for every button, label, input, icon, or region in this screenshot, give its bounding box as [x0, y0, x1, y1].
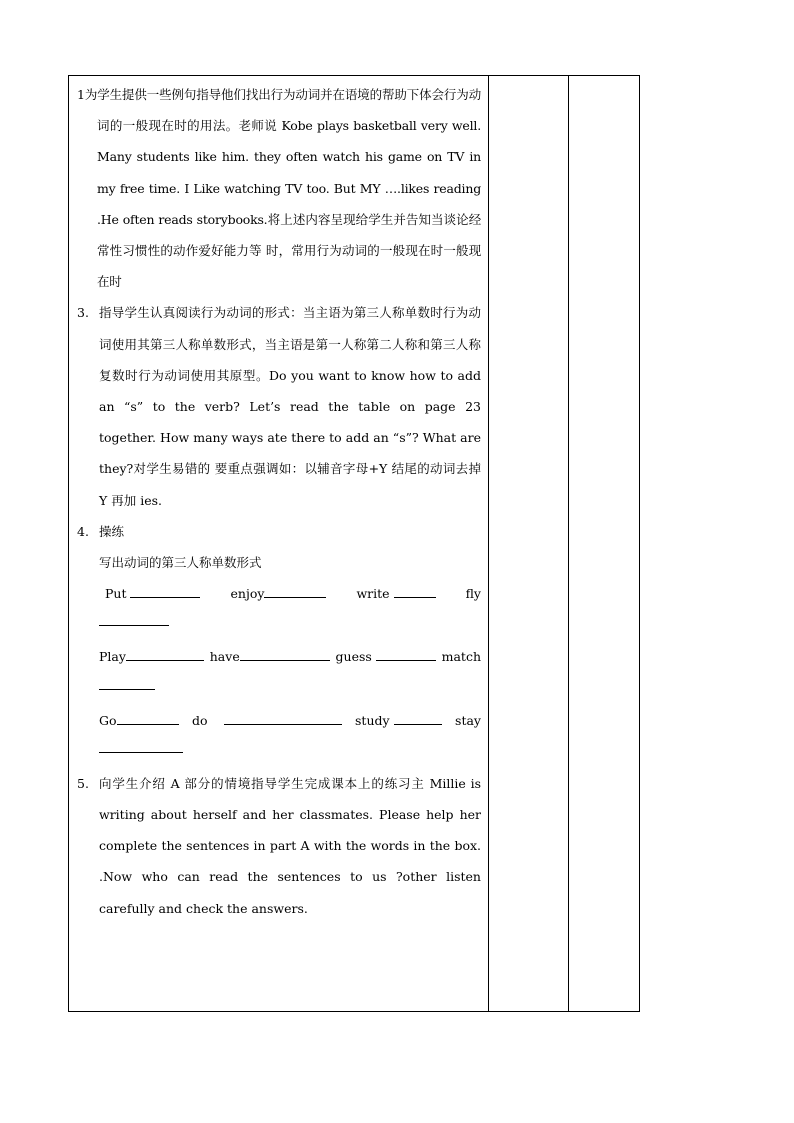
answer-blank[interactable] [264, 583, 326, 598]
step-3-text: 指导学生认真阅读行为动词的形式：当主语为第三人称单数时行为动词使用其第三人称单数形式，当主语是第一人称第二人称和第三人称复数时行为动词使用其原型。Do you want to know how to add an “s” to the verb? Let’s read the table on page 23 together. How many ways ate there to add an “s”? What are they?对学生易错的 要重点强调如：以辅音字母+Y 结尾的动词去掉 Y 再加 ies. [99, 305, 481, 508]
step-4-title: 操练 [99, 523, 125, 539]
step-4-number: 4. [77, 523, 89, 539]
exercise-word: stay [455, 712, 481, 728]
exercise-instruction: 写出动词的第三人称单数形式 [99, 555, 262, 571]
teaching-steps-content [77, 79, 481, 924]
answer-blank[interactable] [130, 583, 200, 598]
step-1-number: 1 [77, 87, 85, 102]
answer-blank[interactable] [394, 583, 436, 598]
table-column-2 [488, 76, 568, 1011]
exercise-row-3 [99, 705, 481, 736]
answer-blank[interactable] [99, 609, 169, 626]
exercise-word: guess [335, 649, 372, 665]
exercise-word: match [441, 649, 481, 665]
exercise-word: fly [465, 586, 481, 602]
exercise-word: write [356, 586, 390, 602]
exercise-word: do [192, 712, 208, 728]
teaching-steps-cell [69, 76, 488, 1011]
step-5-paragraph [77, 768, 481, 924]
answer-blank[interactable] [376, 646, 436, 661]
answer-blank[interactable] [99, 736, 183, 753]
exercise-row-2 [99, 641, 481, 672]
answer-blank[interactable] [99, 673, 155, 690]
step-1-text: 为学生提供一些例句指导他们找出行为动词并在语境的帮助下体会行为动词的一般现在时的用法。老师说 Kobe plays basketball very well. Many students like him. they often watch his game on TV in my free time. I Like watching TV too. But MY ….likes reading .He often reads storybooks.将上述内容呈现给学生并告知当谈论经常性习惯性的动作爱好能力等 时，常用行为动词的一般现在时一般现在时 [84, 87, 481, 290]
step-4-block [77, 516, 481, 753]
answer-blank[interactable] [224, 710, 342, 725]
step-5-text: 向学生介绍 A 部分的情境指导学生完成课本上的练习主 Millie is writing about herself and her classmates. Please help her complete the sentences in part A with the words in the box. .Now who can read the sentences to us ?other listen carefully and check the answers. [99, 775, 481, 916]
exercise-row-1 [99, 578, 481, 609]
answer-blank[interactable] [126, 646, 204, 661]
answer-blank[interactable] [394, 710, 442, 725]
table-column-3 [568, 76, 639, 1011]
exercise-word: Play [99, 649, 126, 665]
exercise-word: Go [99, 712, 117, 728]
lesson-table [68, 75, 640, 1012]
step-3-paragraph [77, 297, 481, 515]
answer-blank[interactable] [117, 710, 179, 725]
step-1-paragraph [77, 79, 481, 297]
answer-blank[interactable] [240, 646, 330, 661]
exercise-word: enjoy [230, 586, 265, 602]
exercise-word: have [209, 649, 240, 665]
step-5-number: 5. [77, 775, 89, 791]
step-3-number: 3. [77, 305, 89, 321]
exercise-word: study [355, 712, 390, 728]
exercise-word: Put [105, 586, 127, 602]
